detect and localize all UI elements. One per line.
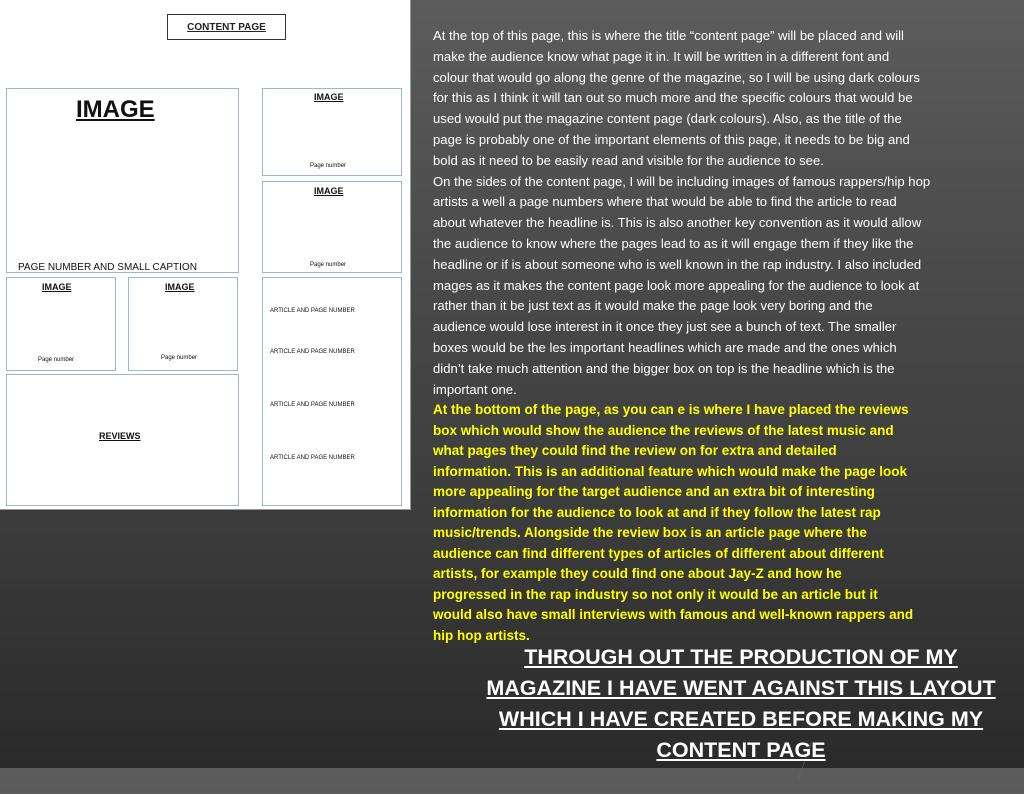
text-line: used would put the magazine content page (dark colours). Also, as the title of the (433, 111, 902, 127)
small-page-number-2: Page number (161, 355, 198, 361)
text-line: information for the audience to look at and if they follow the latest rap (433, 504, 881, 520)
layout-sketch (0, 0, 411, 510)
right-page-number-2: Page number (310, 262, 347, 268)
text-line: more appealing for the target audience and an extra bit of interesting (433, 484, 875, 500)
text-line: artists, for example they could find one about Jay-Z and how he (433, 566, 842, 582)
text-line: didn’t take much attention and the bigger box on top is the headline which is the (433, 360, 895, 376)
text-line: rather than it be just text as it would make the page look very boring and the (433, 298, 873, 314)
text-line: make the audience know what page it in. It will be written in a different font and (433, 48, 890, 64)
article-item: ARTICLE AND PAGE NUMBER (270, 402, 355, 408)
article-item: ARTICLE AND PAGE NUMBER (270, 308, 355, 314)
right-image-label-2: IMAGE (314, 186, 344, 196)
text-line: At the top of this page, this is where the title “content page” will be placed and will (433, 28, 904, 43)
text-line: the audience to know where the pages lead to as it will engage them if they like the (433, 235, 914, 251)
text-line: boxes would be the les important headlines which are made and the ones which (433, 339, 897, 355)
headline-line: WHICH I HAVE CREATED BEFORE MAKING MY (498, 707, 984, 731)
text-line: important one. (433, 381, 517, 397)
text-line: headline or if is about someone who is well known in the rap industry. I also included (433, 256, 922, 272)
right-image-label-1: IMAGE (314, 92, 344, 102)
text-line: On the sides of the content page, I will be including images of famous rappers/hip hop (433, 173, 931, 189)
text-line: bold as it need to be easily read and visible for the audience to see. (433, 152, 824, 168)
small-page-number-1: Page number (38, 357, 75, 363)
headline-line: CONTENT PAGE (656, 738, 826, 762)
text-line: colour that would go along the genre of the magazine, so I will be using dark colours (433, 69, 920, 85)
text-line: audience would lose interest in it once they just see a bunch of text. The smaller (433, 319, 897, 335)
small-image-label-2: IMAGE (165, 282, 195, 292)
text-line: about whatever the headline is. This is also another key convention as it would allow (433, 215, 922, 231)
text-line: music/trends. Alongside the review box is an article page where the (433, 525, 867, 541)
article-item: ARTICLE AND PAGE NUMBER (270, 349, 355, 355)
text-line: hip hop artists. (433, 627, 530, 643)
text-line: artists a well a page numbers where that would be able to find the article to read (433, 194, 897, 210)
text-line: information. This is an additional feature which would make the page look (433, 463, 908, 479)
text-line: page is probably one of the important elements of this page, it needs to be big and (433, 131, 910, 147)
conclusion-headline (436, 642, 1024, 766)
paragraph-reviews-section (433, 400, 1024, 646)
right-page-number-1: Page number (310, 163, 347, 169)
text-line: what pages they could find the review on for extra and detailed (433, 443, 837, 459)
reviews-label: REVIEWS (99, 431, 141, 441)
article-item: ARTICLE AND PAGE NUMBER (270, 455, 355, 461)
headline-line: THROUGH OUT THE PRODUCTION OF MY (524, 645, 958, 669)
text-line: progressed in the rap industry so not only it would be an article but it (433, 586, 878, 602)
text-line: would also have small interviews with famous and well-known rappers and (433, 607, 914, 623)
main-image-caption: PAGE NUMBER AND SMALL CAPTION (18, 262, 197, 273)
sketch-title: CONTENT PAGE (167, 14, 286, 40)
main-image-label: IMAGE (76, 96, 155, 123)
text-line: At the bottom of the page, as you can e is where I have placed the reviews (433, 402, 909, 418)
paragraph-title-section (433, 26, 1024, 400)
text-line: for this as I think it will tan out so much more and the specific colours that would be (433, 90, 913, 106)
description-text (433, 26, 1024, 646)
headline-line: MAGAZINE I HAVE WENT AGAINST THIS LAYOUT (486, 676, 996, 700)
text-line: audience can find different types of articles of different about different (433, 545, 884, 561)
text-line: box which would show the audience the reviews of the latest music and (433, 422, 894, 438)
small-image-label-1: IMAGE (42, 282, 72, 292)
text-line: mages as it makes the content page look more appealing for the audience to look at (433, 277, 920, 293)
